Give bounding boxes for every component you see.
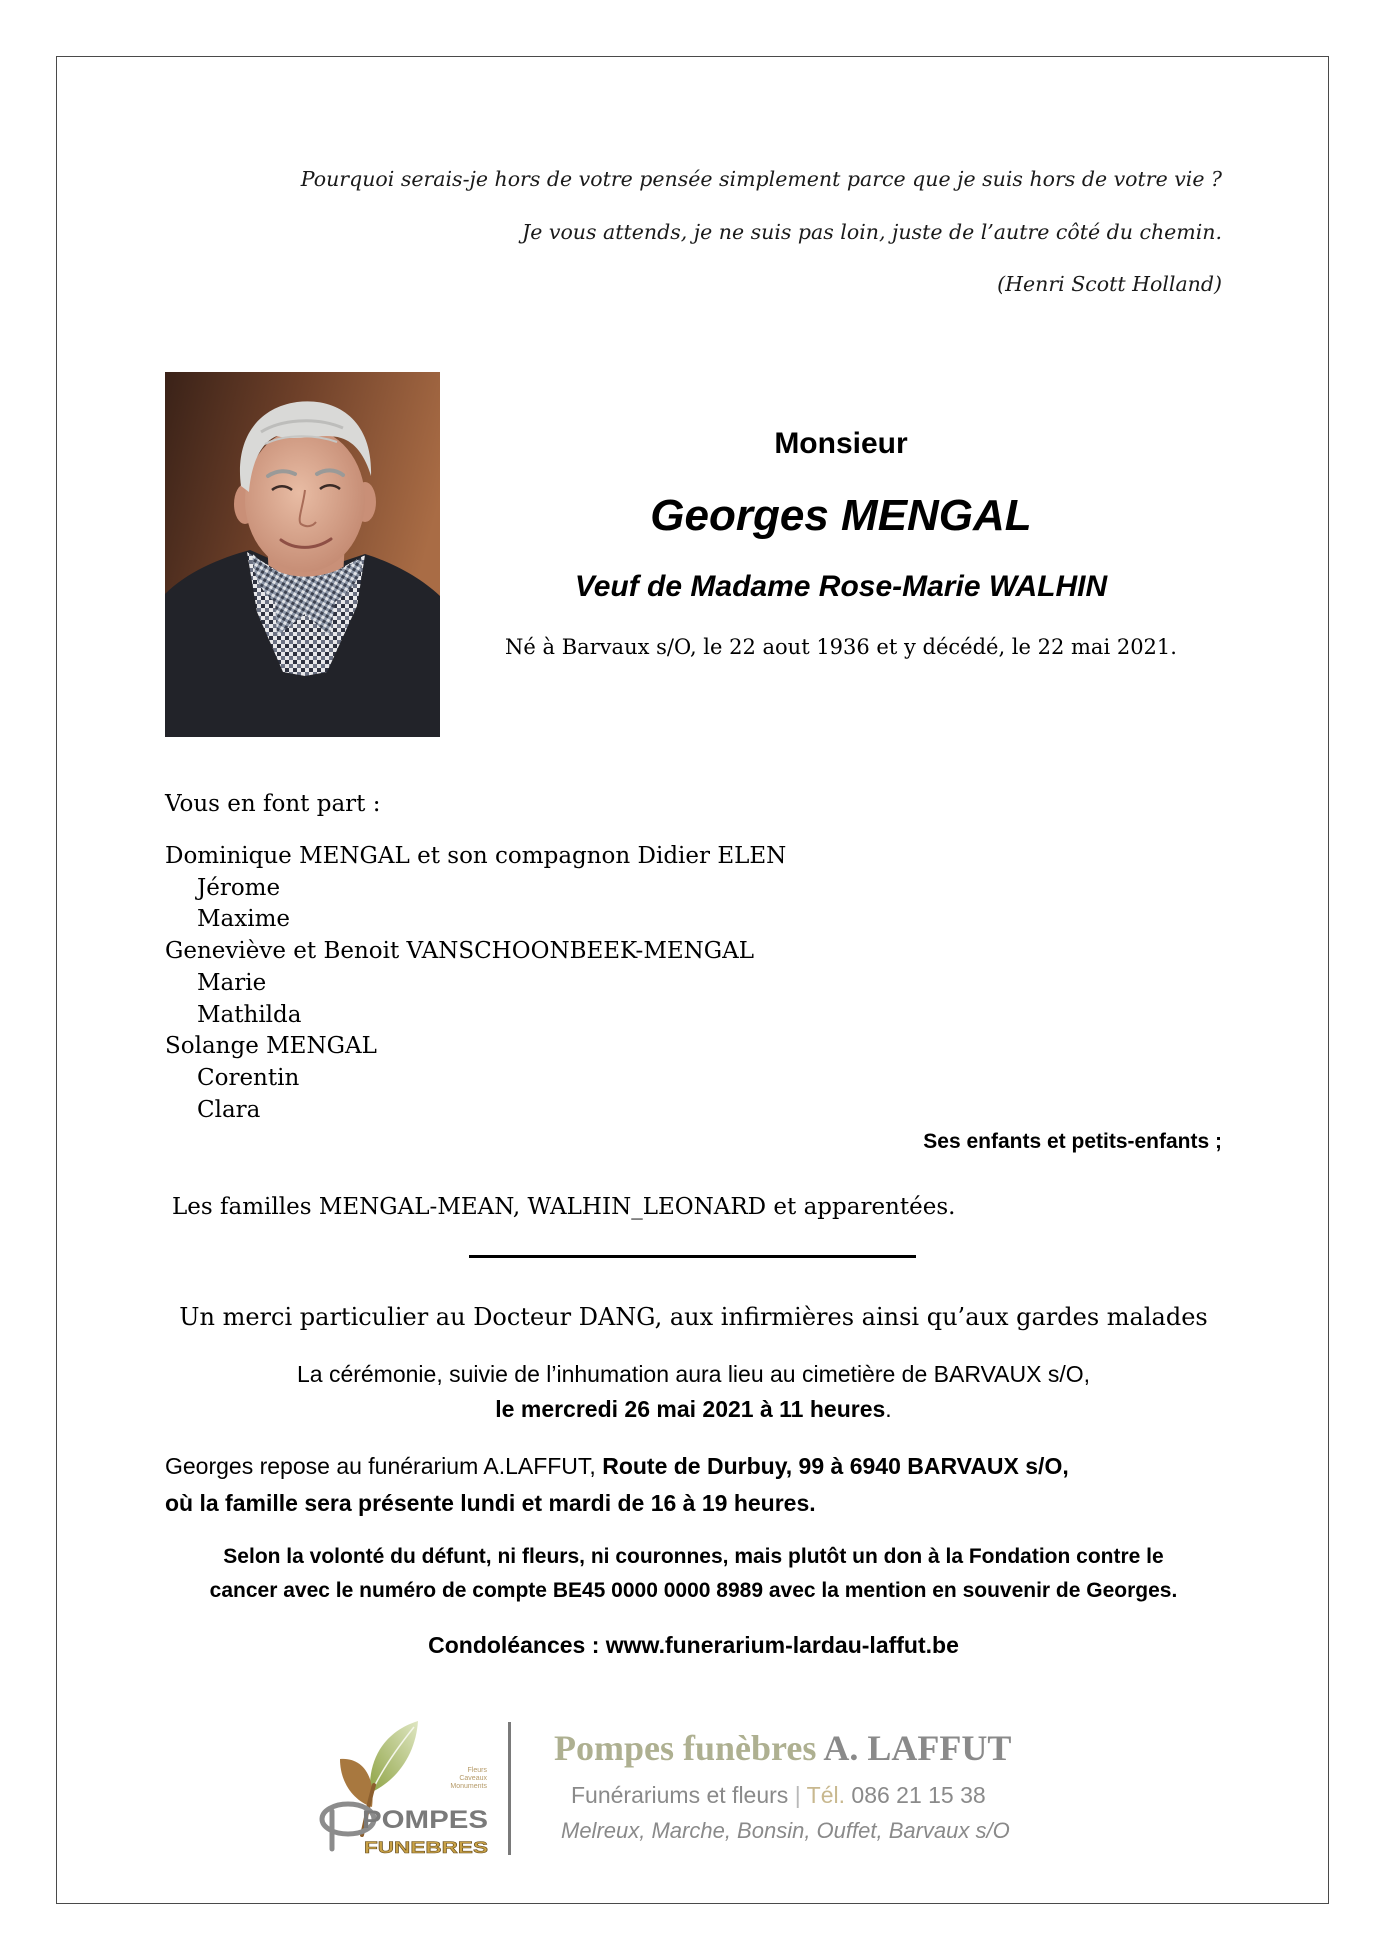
memorial-quote [301,153,1222,311]
logo-tagline-item: Caveaux [459,1775,487,1782]
funerarium-address: Route de Durbuy, 99 à 6940 BARVAUX s/O, [602,1453,1069,1479]
family-member: Solange MENGAL [165,1033,377,1060]
brand-name-part1: Pompes funèbres [554,1728,817,1768]
grandchild: Jérome [197,874,281,901]
widower-of: Veuf de Madame Rose-Marie WALHIN [574,570,1108,603]
repose-info [165,1448,1222,1522]
phone-label: Tél. [806,1782,846,1808]
wishes-line: cancer avec le numéro de compte BE45 0000 0000 8989 avec la mention en souvenir de Georges. [209,1579,1178,1602]
ceremony-place: La cérémonie, suivie de l’inhumation aura lieu au cimetière de BARVAUX s/O, [296,1361,1091,1387]
other-families: Les familles MENGAL-MEAN, WALHIN_LEONARD et apparentées. [172,1194,956,1220]
phone-number: 086 21 15 38 [851,1782,986,1808]
portrait-photo [165,372,440,737]
logo-tagline [450,1767,487,1790]
announcement-intro: Vous en font part : [165,791,381,817]
grandchild: Corentin [197,1064,300,1091]
quote-line: Je vous attends, je ne suis pas loin, juste de l’autre côté du chemin. [522,219,1222,244]
family-wishes [165,1540,1222,1608]
grandchild: Mathilda [197,1001,302,1028]
funeral-home-name [554,1726,1011,1770]
logo-divider [508,1722,511,1855]
birth-death-dates: Né à Barvaux s/O, le 22 aout 1936 et y décédé, le 22 mai 2021. [505,635,1177,659]
funeral-home-logo [318,1715,493,1860]
family-signature: Ses enfants et petits-enfants ; [923,1130,1222,1153]
quote-author: (Henri Scott Holland) [997,272,1222,296]
thanks-note: Un merci particulier au Docteur DANG, aux infirmières ainsi qu’aux gardes malades [179,1303,1208,1331]
logo-word-pompes: POMPES [362,1806,488,1834]
services-text: Funérariums et fleurs [571,1782,789,1808]
logo-word-funebres: FUNEBRES [364,1838,488,1857]
visiting-hours: où la famille sera présente lundi et mardi de 16 à 19 heures. [165,1490,816,1516]
grandchild: Marie [197,969,267,996]
logo-graphic [318,1715,493,1860]
honorific: Monsieur [774,427,908,460]
quote-line: Pourquoi serais-je hors de votre pensée simplement parce que je suis hors de votre vie ? [300,167,1222,191]
deceased-name: Georges MENGAL [650,491,1032,540]
wishes-line: Selon la volonté du défunt, ni fleurs, ni couronnes, mais plutôt un don à la Fondation contre le [223,1545,1164,1568]
family-list [165,841,786,1126]
repose-line [165,1448,1222,1485]
logo-tagline-item: Monuments [450,1783,487,1790]
condolences-link: Condoléances : www.funerarium-lardau-laffut.be [428,1632,959,1658]
grandchild: Maxime [197,906,291,933]
grandchild: Clara [197,1096,261,1123]
ceremony-date-end: . [885,1396,892,1422]
portrait-image [165,372,440,737]
ceremony-info [165,1357,1222,1427]
brand-name-part2: A. LAFFUT [823,1728,1012,1768]
funeral-home-services [571,1780,986,1810]
funeral-home-locations: Melreux, Marche, Bonsin, Ouffet, Barvaux s/O [561,1818,1010,1843]
family-member: Dominique MENGAL et son compagnon Didier ELEN [165,843,787,869]
ceremony-date: le mercredi 26 mai 2021 à 11 heures [495,1396,886,1422]
separator-line [469,1255,916,1258]
services-separator: | [794,1782,801,1808]
family-member: Geneviève et Benoit VANSCHOONBEEK-MENGAL [165,938,755,965]
ceremony-date-line [165,1392,1222,1427]
logo-tagline-item: Fleurs [467,1767,487,1774]
repose-intro: Georges repose au funérarium A.LAFFUT, [165,1453,596,1479]
